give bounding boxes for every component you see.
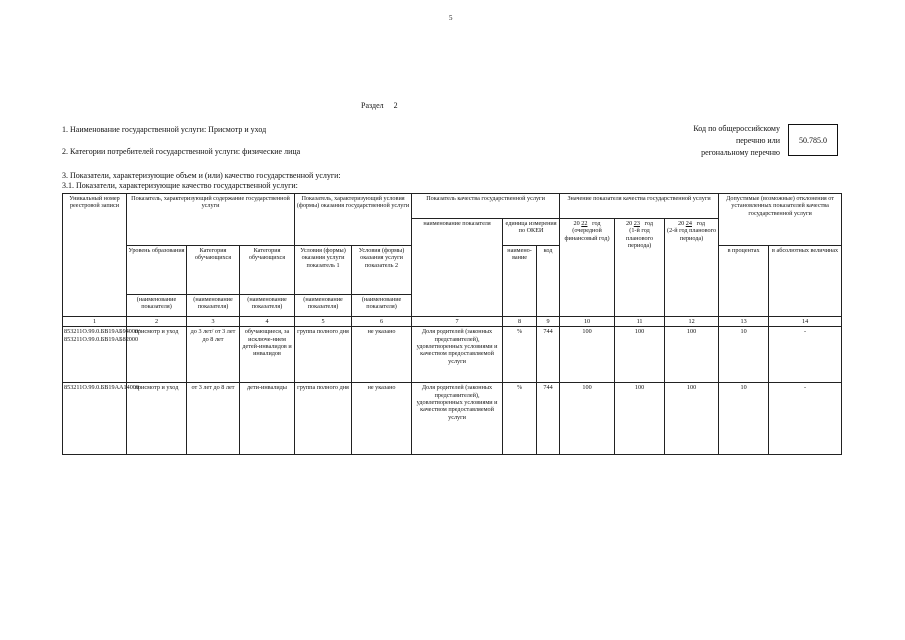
header-percent: в процентах — [719, 245, 769, 316]
header-student-category-2: Категория обучающихся — [240, 245, 295, 294]
colnum: 3 — [187, 316, 240, 326]
cell-absolute: - — [769, 383, 842, 455]
section-label: Раздел — [361, 101, 384, 110]
colnum: 6 — [352, 316, 412, 326]
code-label — [693, 123, 780, 159]
cell-condition-1: группа полного дня — [295, 327, 352, 383]
cell-condition-1: группа полного дня — [295, 383, 352, 455]
colnum: 4 — [240, 316, 295, 326]
colnum: 1 — [63, 316, 127, 326]
header-name-sub-2: (наименование показателя) — [187, 294, 240, 316]
colnum: 12 — [665, 316, 719, 326]
cell-registry: 853211О.99.0.БВ19АА14000 — [63, 383, 127, 455]
service-name-line: 1. Наименование государственной услуги: Присмотр и уход — [62, 125, 267, 134]
cell-education: присмотр и уход — [127, 327, 187, 383]
cell-category: обучающиеся, за исключе-нием детей-инвалидов и инвалидов — [240, 327, 295, 383]
header-name-sub-1: (наименование показателя) — [127, 294, 187, 316]
header-indicator-name: наименование показателя — [412, 218, 503, 316]
cell-year-1: 100 — [560, 327, 615, 383]
header-content: Показатель, характеризующий содержание государственной услуги — [127, 194, 295, 219]
header-deviation: Допустимые (возможные) отклонения от установленных показателей качества государственной услуги — [719, 194, 842, 219]
section-heading — [361, 101, 398, 110]
cell-age: от 3 лет до 8 лет — [187, 383, 240, 455]
colnum: 7 — [412, 316, 503, 326]
table-row — [63, 383, 842, 455]
header-unit: единица измерения по ОКЕИ — [503, 218, 560, 245]
column-numbers-row — [63, 316, 842, 326]
cell-year-2: 100 — [615, 383, 665, 455]
header-student-category-1: Категория обучающихся — [187, 245, 240, 294]
cell-condition-2: не указано — [352, 383, 412, 455]
cell-percent: 10 — [719, 327, 769, 383]
cell-unit: % — [503, 383, 537, 455]
header-unit-code: код — [537, 245, 560, 316]
header-condition-1: Условия (формы) оказания услуги показатель 1 — [295, 245, 352, 294]
cell-unit-code: 744 — [537, 383, 560, 455]
colnum: 13 — [719, 316, 769, 326]
colnum: 5 — [295, 316, 352, 326]
code-label-1: Код по общероссийскому — [693, 124, 780, 133]
table-row — [63, 327, 842, 383]
quality-line: 3.1. Показатели, характеризующие качество государственной услуги: — [62, 181, 298, 190]
header-name-sub-4: (наименование показателя) — [295, 294, 352, 316]
header-condition-2: Условия (формы) оказания услуги показатель 2 — [352, 245, 412, 294]
section-number: 2 — [393, 101, 398, 110]
code-label-2: перечню или — [735, 136, 780, 145]
header-quality: Показатель качества государственной услуги — [412, 194, 560, 219]
header-year-2: 20 23 год (1-й год планового периода) — [615, 218, 665, 316]
page-number: 5 — [449, 14, 453, 22]
header-conditions: Показатель, характеризующий условия (формы) оказания государственной услуги — [295, 194, 412, 219]
header-unit-name: наимено-вание — [503, 245, 537, 316]
cell-category: дети-инвалиды — [240, 383, 295, 455]
quality-table — [62, 193, 842, 455]
colnum: 10 — [560, 316, 615, 326]
cell-year-1: 100 — [560, 383, 615, 455]
cell-unit: % — [503, 327, 537, 383]
header-year-1: 20 22 год (очередной финансовый год) — [560, 218, 615, 316]
cell-percent: 10 — [719, 383, 769, 455]
cell-year-2: 100 — [615, 327, 665, 383]
colnum: 14 — [769, 316, 842, 326]
colnum: 8 — [503, 316, 537, 326]
cell-unit-code: 744 — [537, 327, 560, 383]
cell-absolute: - — [769, 327, 842, 383]
code-label-3: регональному перечню — [701, 148, 780, 157]
cell-year-3: 100 — [665, 327, 719, 383]
cell-indicator: Доля родителей (законных представителей), удовлетворенных условиями и качеством предоставляемой услуги — [412, 383, 503, 455]
header-registry: Уникальный номер реестровой записи — [63, 194, 127, 317]
colnum: 11 — [615, 316, 665, 326]
consumers-line: 2. Категории потребителей государственной услуги: физические лица — [62, 147, 301, 156]
cell-registry: 853211О.99.0.БВ19АБ94000/ 853211О.99.0.БВ19АБ82000 — [63, 327, 127, 383]
header-name-sub-5: (наименование показателя) — [352, 294, 412, 316]
colnum: 9 — [537, 316, 560, 326]
header-value: Значение показателя качества государственной услуги — [560, 194, 719, 219]
cell-condition-2: не указано — [352, 327, 412, 383]
cell-age: до 3 лет/ от 3 лет до 8 лет — [187, 327, 240, 383]
colnum: 2 — [127, 316, 187, 326]
header-name-sub-3: (наименование показателя) — [240, 294, 295, 316]
header-absolute: в абсолютных величинах — [769, 245, 842, 316]
code-value-box: 50.785.0 — [788, 124, 838, 156]
cell-indicator: Доля родителей (законных представителей), удовлетворенных условиями и качеством предоставляемой услуги — [412, 327, 503, 383]
indicators-line: 3. Показатели, характеризующие объем и (или) качество государственной услуги: — [62, 171, 341, 180]
cell-year-3: 100 — [665, 383, 719, 455]
header-education-level: Уровень образования — [127, 245, 187, 294]
cell-education: присмотр и уход — [127, 383, 187, 455]
header-year-3: 20 24 год (2-й год планового периода) — [665, 218, 719, 316]
